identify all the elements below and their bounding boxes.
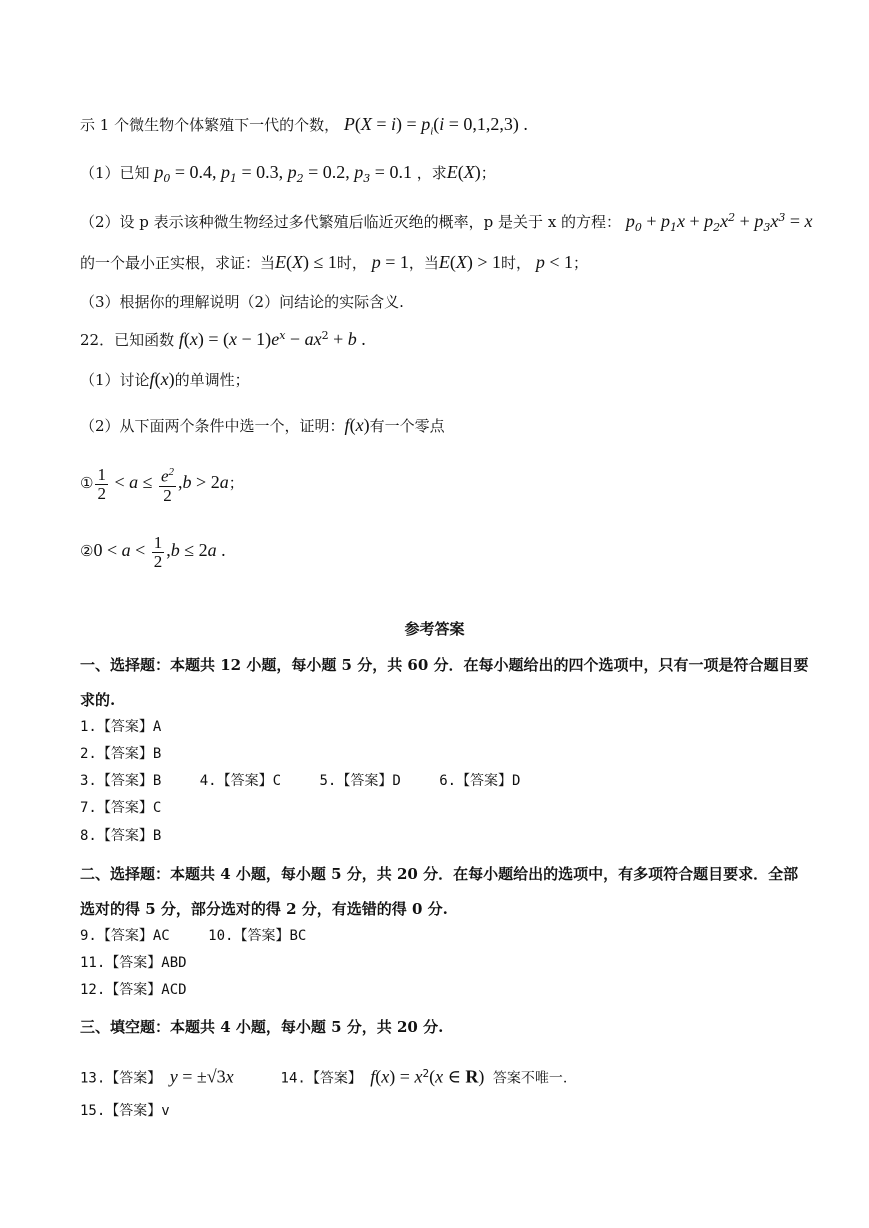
section1-heading-2: 求的.	[80, 691, 116, 709]
answer-row-9-10	[80, 926, 809, 946]
p22-part1: （1）讨论f(x)的单调性；	[80, 369, 250, 389]
answers-title: 参考答案	[404, 620, 465, 638]
p21-part2-cont: 的一个最小正实根，求证：当E(X) ≤ 1时， p = 1，当E(X) > 1时， p < 1；	[80, 252, 588, 272]
p21-intro-text: 示 1 个微生物个体繁殖下一代的个数，	[80, 116, 340, 134]
answer-6: 6.【答案】D	[439, 773, 521, 789]
p22-stem: 22．已知函数 $f(x) = (x - 1)e^x - ax^2 + b$ .	[80, 329, 366, 349]
answer-5: 5.【答案】D	[319, 773, 401, 789]
answer-row-13-14: 13.【答案】 y = ±√3x 14.【答案】 $f(x) = x^2(x$ ∈ R) 答案不唯一.	[80, 1066, 568, 1087]
answer-14-label: 14.【答案】	[280, 1070, 362, 1087]
p21-part1-label: （1）已知	[80, 164, 150, 182]
answer-14-note: 答案不唯一.	[492, 1070, 568, 1087]
answer-13-label: 13.【答案】	[80, 1070, 162, 1087]
answer-10: 10.【答案】BC	[208, 928, 307, 944]
answer-11: 11.【答案】ABD	[80, 955, 187, 971]
p21-part2-text: （2）设 p 表示该种微生物经过多代繁殖后临近灭绝的概率，p 是关于 x 的方程：	[80, 213, 622, 231]
p22-cond2: ②0 < a < $\frac{1}{2}$ ,b ≤ 2a .	[80, 532, 226, 571]
section3-heading: 三、填空题：本题共 4 小题，每小题 5 分，共 20 分.	[80, 1018, 444, 1036]
answer-15: 15.【答案】v	[80, 1103, 170, 1119]
p22-part2: （2）从下面两个条件中选一个，证明：f(x)有一个零点	[80, 415, 445, 435]
answer-7: 7.【答案】C	[80, 800, 162, 816]
p21-intro: 示 1 个微生物个体繁殖下一代的个数， $P(X = i) = p_i(i = 0,1,2,3)$ .	[80, 114, 528, 138]
answer-row-3-6	[80, 771, 809, 791]
answer-8: 8.【答案】B	[80, 828, 162, 844]
section2-heading-2: 选对的得 5 分，部分选对的得 2 分，有选错的得 0 分.	[80, 900, 448, 918]
answer-1: 1.【答案】A	[80, 719, 162, 735]
p21-part1: （1）已知 $p_0 = 0.4$, $p_1 = 0.3$, $p_2 = 0.2$, $p_3 = 0.1$ ，求E(X)；	[80, 162, 496, 185]
p22-cond1: ① $\frac{1}{2}$ < a ≤ $\frac{e^2}{2}$ ,b > 2a；	[80, 464, 244, 505]
answer-4: 4.【答案】C	[199, 773, 282, 789]
section1-heading-1: 一、选择题：本题共 12 小题，每小题 5 分，共 60 分．在每小题给出的四个选项中，只有一项是符合题目要	[80, 656, 809, 674]
p21-part2: （2）设 p 表示该种微生物经过多代繁殖后临近灭绝的概率，p 是关于 x 的方程： $p_0 + p_1x + p_2x^2 + p_3x^3 = x$	[80, 211, 813, 234]
p21-intro-math: P	[343, 114, 355, 134]
answer-9: 9.【答案】AC	[80, 928, 170, 944]
p21-part3: （3）根据你的理解说明（2）问结论的实际含义.	[80, 293, 404, 311]
section2-heading-1: 二、选择题：本题共 4 小题，每小题 5 分，共 20 分．在每小题给出的选项中，有多项符合题目要求．全部	[80, 865, 799, 883]
p22-stem-prefix: 22．已知函数	[80, 331, 175, 349]
answer-2: 2.【答案】B	[80, 746, 162, 762]
answer-12: 12.【答案】ACD	[80, 982, 187, 998]
answer-3: 3.【答案】B	[80, 773, 162, 789]
